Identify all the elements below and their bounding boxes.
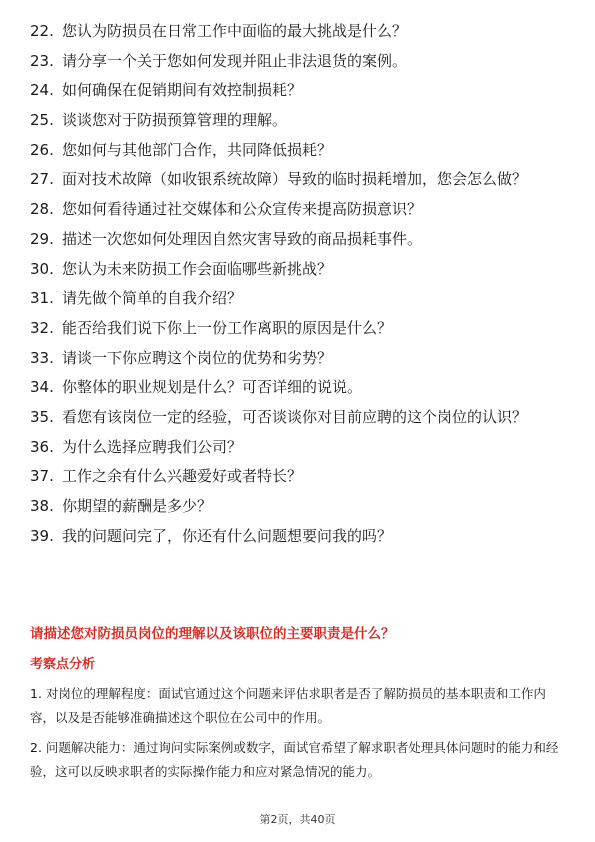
question-number: 24. <box>30 81 54 100</box>
question-item <box>30 287 570 309</box>
question-number: 39. <box>30 526 54 545</box>
question-number: 30. <box>30 259 54 278</box>
question-item <box>30 258 570 280</box>
question-text: 如何确保在促销期间有效控制损耗？ <box>62 81 303 100</box>
question-text: 请谈一下你应聘这个岗位的优势和劣势？ <box>62 348 333 367</box>
question-number: 29. <box>30 229 54 248</box>
question-item <box>30 168 570 190</box>
question-number: 31. <box>30 289 54 308</box>
question-number: 32. <box>30 318 54 337</box>
question-number: 28. <box>30 200 54 219</box>
question-text: 请先做个简单的自我介绍？ <box>62 289 243 308</box>
analysis-point: 2. 问题解决能力：通过询问实际案例或数字，面试官希望了解求职者处理具体问题时的能力和经验，这可以反映求职者的实际操作能力和应对紧急情况的能力。 <box>30 740 559 779</box>
question-item <box>30 436 570 458</box>
question-item <box>30 317 570 339</box>
question-text: 我的问题问完了，你还有什么问题想要问我的吗？ <box>62 526 393 545</box>
question-item <box>30 495 570 517</box>
question-text: 你整体的职业规划是什么？可否详细的说说。 <box>62 378 363 397</box>
question-text: 您如何看待通过社交媒体和公众宣传来提高防损意识？ <box>62 200 423 219</box>
question-item <box>30 139 570 161</box>
question-text: 描述一次您如何处理因自然灾害导致的商品损耗事件。 <box>62 229 423 248</box>
question-text: 为什么选择应聘我们公司？ <box>62 437 243 456</box>
question-item <box>30 50 570 72</box>
question-item <box>30 376 570 398</box>
question-number: 22. <box>30 22 54 40</box>
question-number: 36. <box>30 437 54 456</box>
section-title: 请描述您对防损员岗位的理解以及该职位的主要职责是什么？ <box>30 626 395 642</box>
question-text: 您如何与其他部门合作，共同降低损耗？ <box>62 140 333 159</box>
question-item <box>30 465 570 487</box>
question-number: 26. <box>30 140 54 159</box>
question-number: 37. <box>30 467 54 486</box>
question-number: 38. <box>30 497 54 515</box>
question-text: 您认为未来防损工作会面临哪些新挑战？ <box>62 259 333 278</box>
question-number: 33. <box>30 348 54 367</box>
analysis-subtitle: 考察点分析 <box>30 657 96 672</box>
question-item <box>30 228 570 250</box>
question-list <box>30 20 570 554</box>
question-item <box>30 79 570 101</box>
question-number: 35. <box>30 407 54 426</box>
question-text: 请分享一个关于您如何发现并阻止非法退货的案例。 <box>62 51 408 70</box>
question-text: 你期望的薪酬是多少？ <box>62 497 213 515</box>
question-number: 23. <box>30 51 54 70</box>
question-text: 谈谈您对于防损预算管理的理解。 <box>62 111 288 130</box>
question-item <box>30 406 570 428</box>
question-number: 25. <box>30 111 54 130</box>
analysis-list <box>30 682 565 790</box>
question-number: 27. <box>30 170 54 189</box>
question-item <box>30 525 570 547</box>
question-text: 工作之余有什么兴趣爱好或者特长？ <box>62 467 303 486</box>
question-item <box>30 198 570 220</box>
analysis-point: 1. 对岗位的理解程度：面试官通过这个问题来评估求职者是否了解防损员的基本职责和工作内容，以及是否能够准确描述这个职位在公司中的作用。 <box>30 686 546 725</box>
question-number: 34. <box>30 378 54 397</box>
question-item <box>30 347 570 369</box>
question-text: 面对技术故障（如收银系统故障）导致的临时损耗增加，您会怎么做？ <box>62 170 528 189</box>
question-item <box>30 109 570 131</box>
page-footer: 第2页，共40页 <box>259 813 336 826</box>
question-text: 看您有该岗位一定的经验，可否谈谈你对目前应聘的这个岗位的认识？ <box>62 407 528 426</box>
question-item <box>30 20 570 42</box>
question-text: 您认为防损员在日常工作中面临的最大挑战是什么？ <box>62 22 408 40</box>
question-text: 能否给我们说下你上一份工作离职的原因是什么？ <box>62 318 393 337</box>
